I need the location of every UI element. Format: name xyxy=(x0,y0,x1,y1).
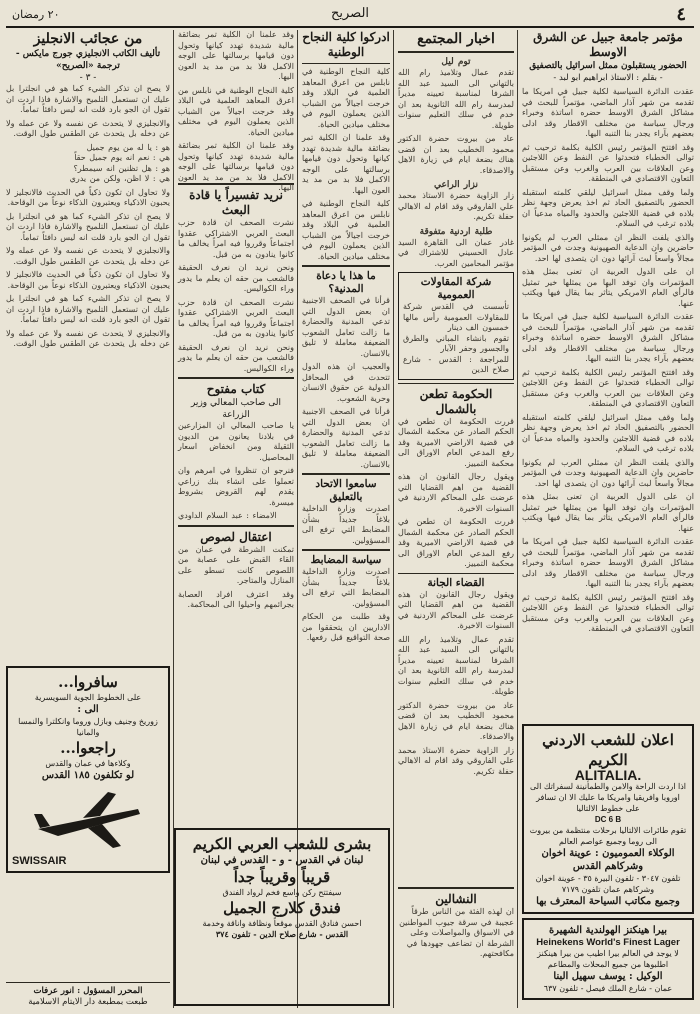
page-number: ٤ xyxy=(676,4,686,25)
swissair-line: الى : xyxy=(77,704,99,715)
headline-najah: ادركوا كلية النجاح الوطنية xyxy=(302,30,390,59)
headline-union: سامعوا الاتحاد بالتعليق xyxy=(315,478,377,503)
article-paragraph: وقد طلبت من الحكام الاداريين ان يتحققوا من صحة التواقيع قبل رفعها. xyxy=(302,612,390,642)
column-4 xyxy=(178,30,294,840)
heineken-line: لا يوجد في العالم بيرا اطيب من بيرا هينكنز xyxy=(537,949,679,958)
news-paragraph: قررت الحكومة ان تطعن في الحكم الصادر عن محكمة الشمال في قضية الاراضي الاميرية وقد رفع المدعي العام الاوراق الى محكمة التمييز. xyxy=(398,416,514,468)
hotel-name: فندق كلارج الجميل xyxy=(223,899,341,917)
headline-baath: نريد تفسيراً يا قادة البعث xyxy=(189,188,283,217)
headline-society-news: اخبار المجتمع xyxy=(417,31,495,47)
hotel-ad-cta: قريباً وقريباً جداً xyxy=(233,868,331,886)
printer-line: طبعت بمطبعة دار الايتام الاسلامية xyxy=(28,997,148,1007)
article-paragraph: وقد افتتح المؤتمر رئيس الكلية بكلمة ترحيب ثم توالى الخطباء فتحدثوا عن النفط وعن اللاجئين وعن العلاقات بين العرب والغرب وعن مستقبل التعاون الاقتصادي في المنطقة. xyxy=(522,367,694,408)
article-paragraph: قرأنا في الصحف الاجنبية ان بعض الدول التي تدعي المدنية والحضارة ما زالت تعامل الشعوب الضعيفة معاملة لا تليق بالانسان. xyxy=(302,296,390,358)
article-paragraph: ان على الدول العربية ان تعنى بمثل هذه المؤتمرات وان توفد اليها من يمثلها خير تمثيل فالرأي العام الامريكي يتأثر بما يقال فيها ويكتب عنها. xyxy=(522,492,694,533)
headline-civilization: ما هذا يا دعاة المدنية؟ xyxy=(316,270,376,295)
headline-conference: مؤتمر جامعة جبيل عن الشرق الاوسط xyxy=(533,30,683,59)
news-paragraph: عاد من بيروت حضرة الدكتور محمود الخطيب بعد ان قضى هناك بضعة ايام في زيارة الاهل والاصدقاء. xyxy=(398,134,514,175)
column-2 xyxy=(398,30,514,1008)
airplane-icon xyxy=(28,784,148,854)
article-paragraph: ولما وقف ممثل اسرائيل ليلقي كلمته استقبله الحضور بالتصفيق الحاد ثم اخذ يعرض وجهة نظر بلاده في قضية اللاجئين والحدود والمياه مدعياً ان بلاده ترغب في السلام. xyxy=(522,412,694,453)
column-1 xyxy=(522,30,694,1008)
news-sub: طلبة اردنية متفوقة xyxy=(419,226,493,237)
article-paragraph: فنرجو ان تنظروا في امرهم وان تعملوا على انشاء بنك زراعي يقدم لهم القروض بشروط ميسرة. xyxy=(178,466,294,507)
alitalia-line: وجميع مكاتب السياحة المعترف بها xyxy=(536,896,680,907)
signature: الامضاء : عبد السلام الداودي xyxy=(178,511,277,520)
article-paragraph: وقد اعترف افراد العصابة بجرائمهم واحيلوا الى المحاكمة. xyxy=(178,589,294,609)
paper-name: الصريح xyxy=(330,6,370,21)
news-paragraph: زار الزاوية حضرة الاستاذ محمد علي الفاروقي وقد اقام له الاهالي حفلة تكريم. xyxy=(398,191,514,221)
article-paragraph: ونحن نريد ان نعرف الحقيقة فالشعب من حقه ان يعلم ما يدور وراء الكواليس. xyxy=(178,342,294,373)
article-paragraph: اصدرت وزارة الداخلية بلاغاً جديداً بشأن المضابط التي ترفع الى المسؤولين. xyxy=(302,567,390,608)
column-rule xyxy=(517,30,518,1008)
alitalia-ad xyxy=(522,724,694,914)
article-paragraph: ولا تحاول ان تكون ذكياً في الحديث فالانجليز لا يحبون الاذكياء ويعتبرون الذكاء نوعاً من الوقاحة. xyxy=(6,187,170,207)
swissair-line: وكلاءها في عمان والقدس xyxy=(45,759,131,768)
news-paragraph: تقدم عمال وتلاميذ رام الله بالتهاني الى السيد عبد الله الشرفا لمناسبة تعيينه مديراً لمدرسة رام الله الثانوية بعد ان خدم في سلك التعليم سنوات طويلة. xyxy=(398,634,514,696)
article-paragraph: قرأنا في الصحف الاجنبية ان بعض الدول التي تدعي المدنية والحضارة ما زالت تعامل الشعوب الضعيفة معاملة لا تليق بالانسان. xyxy=(302,407,390,469)
heineken-line: عمان - شارع الملك فيصل - تلفون ٦٣٧ xyxy=(543,984,673,993)
swissair-price: لو تكلفون ١٨٥ القدس xyxy=(41,770,135,781)
headline-pickpockets: النشالين xyxy=(435,892,477,906)
contracting-line: للمراجعة : القدس - شارع صلاح الدين xyxy=(403,354,509,374)
dialogue-line: هي : نعم انه يوم جميل حقاً xyxy=(74,153,170,162)
headline-thieves: اعتقال لصوص xyxy=(200,529,272,544)
news-paragraph: ويقول رجال القانون ان هذه القضية من اهم القضايا التي عرضت على المحاكم الاردنية في السنوات الاخيرة. xyxy=(398,589,514,630)
article-paragraph: نشرت الصحف ان قادة حزب البعث العربي الاشتراكي عقدوا اجتماعاً وقرروا فيه امراً يخالف ما كانوا ينادون به من قبل. xyxy=(178,218,294,259)
alitalia-code: DC 6 B xyxy=(594,815,622,824)
article-paragraph: اصدرت وزارة الداخلية بلاغاً جديداً بشأن المضابط التي ترفع الى المسؤولين. xyxy=(302,504,390,545)
news-paragraph: زار الزاوية حضرة الاستاذ محمد علي الفاروقي وقد اقام له الاهالي حفلة تكريم. xyxy=(398,745,514,776)
hotel-ad-title: بشرى للشعب العربي الكريم xyxy=(192,835,372,853)
newspaper-page xyxy=(6,4,694,1008)
contracting-line: تأسست في القدس شركة للمقاولات العمومية رأس مالها خمسون الف دينار xyxy=(403,302,509,332)
column-rule xyxy=(393,30,394,1008)
alitalia-brand: ALITALIA. xyxy=(574,767,642,783)
alitalia-ad-title: اعلان للشعب الاردني الكريم xyxy=(542,731,674,769)
article-paragraph: والعجيب ان هذه الدول تتحدث في المحافل الدولية عن حقوق الانسان وحرية الشعوب. xyxy=(302,362,390,403)
headline-justice: القضاء الجانة xyxy=(427,576,485,589)
news-paragraph: غادر عمان الى القاهرة السيد عادل الحسيني للاشتراك في مؤتمر المحامين العرب. xyxy=(398,237,514,268)
subhead-english-wonders: تأليف الكاتب الانجليزي جورج مايكس - ترجمة «الصريح» xyxy=(15,49,161,71)
article-paragraph: يا صاحب المعالي ان المزارعين في بلادنا يعانون من الديون الثقيلة ومن انخفاض اسعار المحاصيل. xyxy=(178,421,294,462)
swissair-line: على الخطوط الجوية السويسرية xyxy=(34,693,142,702)
column-5 xyxy=(6,30,170,1008)
subhead-conference: الحضور يستقبلون ممثل اسرائيل بالتصفيق xyxy=(529,61,687,71)
article-paragraph: لا يصح ان تذكر الشيء كما هو في انجلترا بل عليك ان تستعمل التلميح والاشارة فاذا اردت ان تقول ان الجو بارد قلت انه ليس دافئاً تماماً. xyxy=(6,211,170,242)
article-paragraph: والانجليزي لا يتحدث عن نفسه ولا عن عمله ولا عن دخله بل يتحدث عن الطقس طول الوقت. xyxy=(6,328,170,348)
article-paragraph: ولما وقف ممثل اسرائيل ليلقي كلمته استقبله الحضور بالتصفيق الحاد ثم اخذ يعرض وجهة نظر بلاده في قضية اللاجئين والحدود والمياه مدعياً ان بلاده ترغب في السلام. xyxy=(522,187,694,228)
article-paragraph: عقدت الدائرة السياسية لكلية جبيل في امريكا ما تقدمه من شهر آذار الماضي، مؤتمراً للبحث في مشاكل الشرق الاوسط حضره اساتذة وخبراء ورجال سياسة من مختلف الاقطار وقد ادلى بعضهم بآراء يجدر بنا التنبه اليها. xyxy=(522,537,694,588)
hotel-ad xyxy=(174,828,390,1006)
swissair-line: زوريخ وجنيف وبازل وروما وانكلترا والنمسا والمانيا xyxy=(18,717,158,737)
byline: - بقلم : الاستاذ ابراهيم ابو لبد - xyxy=(553,73,663,83)
article-paragraph: والذي يلفت النظر ان ممثلي العرب لم يكونوا حاضرين وان الدعاية الصهيونية وجدت في المؤتمر مجالاً واسعاً لبث آرائها دون ان يتصدى لها احد. xyxy=(522,457,694,488)
masthead xyxy=(6,4,694,28)
alitalia-line: اذا اردت الراحة والامن والطمأنينة لسفراتك الى اوروبا وافريقيا وامريكا ما عليك الا ان تسافر على خطوط الالتاليا xyxy=(529,782,687,813)
dialogue-line: هو : هل تظنين انه سيمطر؟ xyxy=(73,163,170,173)
issue-date: ٢٠ رمضان xyxy=(12,8,60,21)
article-paragraph: وقد علمنا ان الكلية تمر بضائقة مالية شديدة تهدد كيانها وتحول دون قيامها برسالتها على الوجه الاكمل فلا بد من مد يد العون اليها. xyxy=(178,30,294,81)
article-paragraph: كلية النجاح الوطنية في نابلس من اعرق المعاهد العلمية في البلاد وقد خرجت اجيالاً من الشباب الذين يعملون اليوم في مختلف ميادين الحياة. xyxy=(302,67,390,129)
news-paragraph: عاد من بيروت حضرة الدكتور محمود الخطيب بعد ان قضى هناك بضعة ايام في زيارة الاهل والاصدقاء. xyxy=(398,700,514,741)
open-letter-sub: الى صاحب المعالي وزير الزراعة xyxy=(190,398,282,420)
article-paragraph: لا يصح ان تذكر الشيء كما هو في انجلترا بل عليك ان تستعمل التلميح والاشارة فاذا اردت ان تقول ان الجو بارد قلت انه ليس دافئاً تماماً. xyxy=(6,294,170,324)
news-paragraph: قررت الحكومة ان تطعن في الحكم الصادر عن محكمة الشمال في قضية الاراضي الاميرية وقد رفع المدعي العام الاوراق الى محكمة التمييز. xyxy=(398,517,514,568)
swissair-title: سافروا... xyxy=(58,673,118,691)
heineken-line: الوكيل : يوسف سهيل البنا xyxy=(553,971,663,982)
hotel-ad-line: القدس - شارع صلاح الدين - تلفون ٣٧٤ xyxy=(215,929,349,939)
swissair-brand: SWISSAIR xyxy=(12,855,67,867)
headline-english-wonders: من عجائب الانجليز xyxy=(33,31,143,47)
article-paragraph: وقد افتتح المؤتمر رئيس الكلية بكلمة ترحيب ثم توالى الخطباء فتحدثوا عن النفط وعن اللاجئين وعن العلاقات بين العرب والغرب وعن مستقبل التعاون الاقتصادي في المنطقة. xyxy=(522,592,694,633)
column-3 xyxy=(302,30,390,840)
article-paragraph: عقدت الدائرة السياسية لكلية جبيل في امريكا ما تقدمه من شهر آذار الماضي، مؤتمراً للبحث في مشاكل الشرق الاوسط حضره اساتذة وخبراء ورجال سياسة من مختلف الاقطار وقد ادلى بعضهم بآراء يجدر بنا التنبه اليها. xyxy=(522,87,694,138)
contracting-title: شركة المقاولات العمومية xyxy=(420,276,492,301)
alitalia-line: الوكلاء العموميون : عوينة اخوان وشركاهم القدس xyxy=(541,848,675,872)
footer xyxy=(6,979,170,1008)
article-paragraph: تمكنت الشرطة في عمان من القاء القبض على عصابة من اللصوص كانت تسطو على المنازل والمتاجر. xyxy=(178,544,294,585)
article-paragraph: وقد علمنا ان الكلية تمر بضائقة مالية شديدة تهدد كيانها وتحول دون قيامها برسالتها على الوجه الاكمل فلا بد من مد يد العون اليها. xyxy=(302,133,390,195)
swissair-ad xyxy=(6,666,170,873)
series-part: - ٣ - xyxy=(79,73,97,83)
editor-line: المحرر المسؤول : انور عرفات xyxy=(33,986,143,996)
dialogue-line: هي : لا اظن، ولكن من يدري xyxy=(69,174,170,183)
heineken-ad xyxy=(522,918,694,1000)
contracting-notice xyxy=(398,272,514,380)
headline-open-letter: كتاب مفتوح xyxy=(206,382,266,396)
article-paragraph: ونحن نريد ان نعرف الحقيقة فالشعب من حقه ان يعلم ما يدور وراء الكواليس. xyxy=(178,263,294,293)
article-paragraph: عقدت الدائرة السياسية لكلية جبيل في امريكا ما تقدمه من شهر آذار الماضي، مؤتمراً للبحث في مشاكل الشرق الاوسط حضره اساتذة وخبراء ورجال سياسة من مختلف الاقطار وقد ادلى بعضهم بآراء يجدر بنا التنبه اليها. xyxy=(522,312,694,363)
article-paragraph: كلية النجاح الوطنية في نابلس من اعرق المعاهد العلمية في البلاد وقد خرجت اجيالاً من الشباب الذين يعملون اليوم في مختلف ميادين الحياة. xyxy=(178,85,294,137)
news-paragraph: تقدم عمال وتلاميذ رام الله بالتهاني الى السيد عبد الله الشرفا لمناسبة تعيينه مديراً لمدرسة رام الله الثانوية بعد ان خدم في سلك التعليم سنوات طويلة. xyxy=(398,68,514,130)
article-paragraph: كلية النجاح الوطنية في نابلس من اعرق المعاهد العلمية في البلاد وقد خرجت اجيالاً من الشباب الذين يعملون اليوم في مختلف ميادين الحياة. xyxy=(302,199,390,261)
article-paragraph: لا يصح ان تذكر الشيء كما هو في انجلترا بل عليك ان تستعمل التلميح والاشارة فاذا اردت ان تقول ان الجو بارد قلت انه ليس دافئاً تماماً. xyxy=(6,84,170,114)
news-sub: توم ليل xyxy=(441,57,471,67)
heineken-brand: Heinekens World's Finest Lager xyxy=(536,937,680,948)
swissair-cta: راجعوا... xyxy=(60,739,116,757)
dialogue-line: هو : يا له من يوم جميل xyxy=(86,142,170,152)
alitalia-line: تقوم طائرات الالتاليا برحلات منتظمة من بيروت الى روما وجميع عواصم العالم xyxy=(529,826,687,846)
news-sub: نزار الراعي xyxy=(433,180,479,190)
contracting-line: تقوم بانشاء المباني والطرق والجسور وحفر الآبار xyxy=(403,333,509,353)
hotel-ad-line: سيفتتح ركن واسع فخم لرواد الفندق xyxy=(222,888,342,897)
news-paragraph: ويقول رجال القانون ان هذه القضية من اهم القضايا التي عرضت على المحاكم الاردنية في السنوات الاخيرة. xyxy=(398,472,514,513)
article-paragraph: والانجليزي لا يتحدث عن نفسه ولا عن عمله ولا عن دخله بل يتحدث عن الطقس طول الوقت. xyxy=(6,246,170,266)
article-paragraph: ان على الدول العربية ان تعنى بمثل هذه المؤتمرات وان توفد اليها من يمثلها خير تمثيل فالرأي العام الامريكي يتأثر بما يقال فيها ويكتب عنها. xyxy=(522,267,694,308)
article-paragraph: وقد افتتح المؤتمر رئيس الكلية بكلمة ترحيب ثم توالى الخطباء فتحدثوا عن النفط وعن اللاجئين وعن العلاقات بين العرب والغرب وعن مستقبل التعاون الاقتصادي في المنطقة. xyxy=(522,142,694,183)
hotel-ad-line: لبنان في القدس - و - القدس في لبنان xyxy=(200,855,364,866)
headline-petitions: سياسة المضابط xyxy=(310,554,382,566)
article-paragraph: ولا تحاول ان تكون ذكياً في الحديث فالانجليز لا يحبون الاذكياء ويعتبرون الذكاء نوعاً من الوقاحة. xyxy=(6,270,170,290)
article-paragraph: والذي يلفت النظر ان ممثلي العرب لم يكونوا حاضرين وان الدعاية الصهيونية وجدت في المؤتمر مجالاً واسعاً لبث آرائها دون ان يتصدى لها احد. xyxy=(522,232,694,263)
heineken-line: اطلبوها من جميع المحلات والمطاعم xyxy=(547,960,669,969)
headline-government: الحكومة تطعن بالشمال xyxy=(419,386,493,416)
article-paragraph: نشرت الصحف ان قادة حزب البعث العربي الاشتراكي عقدوا اجتماعاً وقرروا فيه امراً يخالف ما كانوا ينادون به من قبل. xyxy=(178,297,294,338)
alitalia-line: تلفون ٣٠٤٧ - تلفون البيرة ٣٥ - عوينة اخوان وشركاهم عمان تلفون ٧١٧٩ xyxy=(535,874,681,894)
article-paragraph: وقد علمنا ان الكلية تمر بضائقة مالية شديدة تهدد كيانها وتحول دون قيامها برسالتها على الوجه الاكمل فلا بد من مد يد العون اليها. xyxy=(178,141,294,192)
pickpockets-article xyxy=(398,884,514,994)
heineken-ad-title: بيرا هينكنز الهولندية الشهيرة xyxy=(548,925,668,936)
hotel-ad-line: احسن فنادق القدس موقعاً ونظافة واناقة وخدمة xyxy=(202,919,362,928)
pickpockets-text: ان لهذه الفئة من الناس طرقاً عجيبة في سرقة جيوب المواطنين في الاسواق والمواصلات وعلى الشرطة ان تضاعف جهودها في مكافحتهم. xyxy=(399,907,514,958)
article-paragraph: والانجليزي لا يتحدث عن نفسه ولا عن عمله ولا عن دخله بل يتحدث عن الطقس طول الوقت. xyxy=(6,118,170,138)
